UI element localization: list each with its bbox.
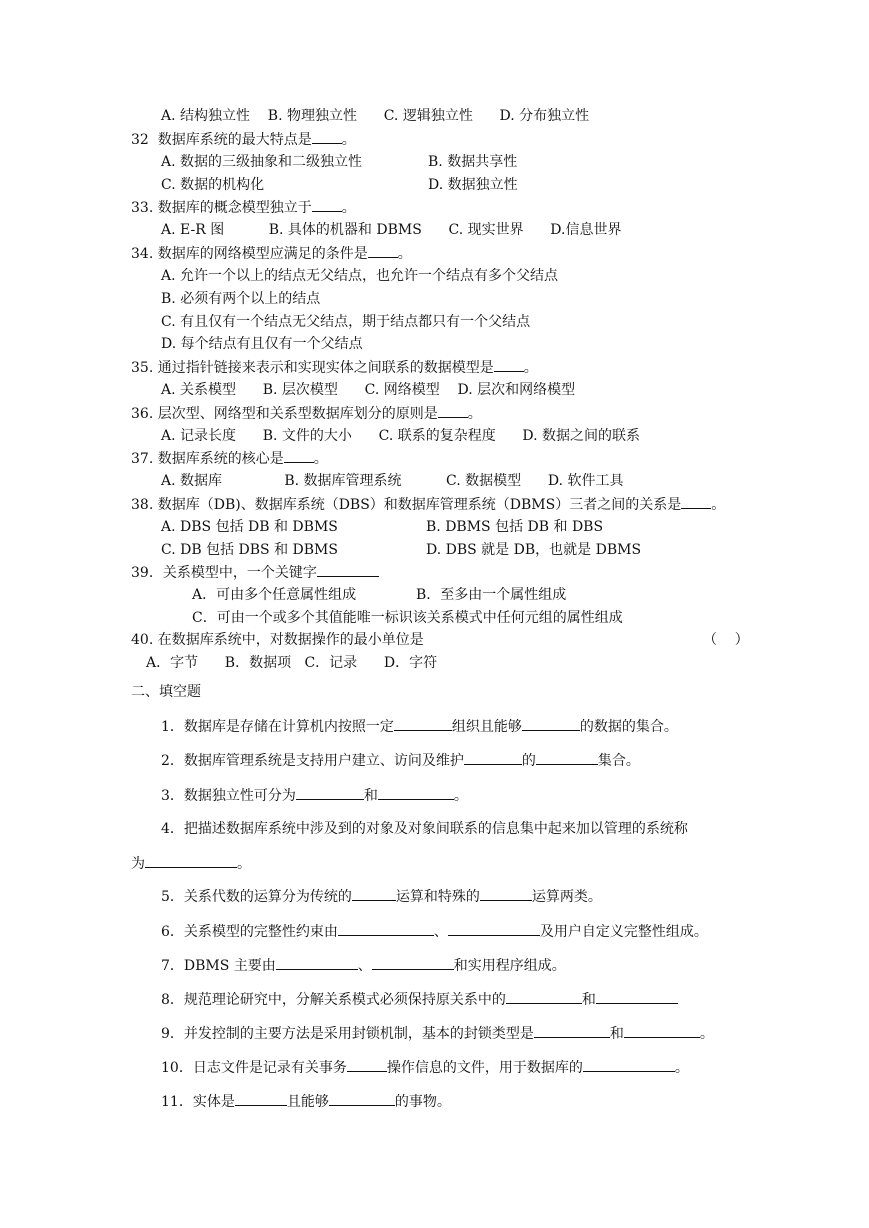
- fill-q8-text-2: 和: [581, 992, 596, 1008]
- fill-q9-text-1: 9．并发控制的主要方法是采用封锁机制，基本的封锁类型是: [161, 1026, 534, 1042]
- fill-q2-text-2: 的: [521, 753, 536, 769]
- q36-options: A. 记录长度 B. 文件的大小 C. 联系的复杂程度 D. 数据之间的联系: [161, 428, 641, 444]
- q33-end: 。: [341, 200, 356, 216]
- q37-question: [131, 449, 328, 468]
- fill-q10-blank-2[interactable]: [583, 1058, 675, 1072]
- fill-q1-blank-2[interactable]: [522, 717, 580, 731]
- q39-blank[interactable]: [317, 563, 379, 577]
- q39-stem: 39．关系模型中，一个关键字: [131, 565, 317, 581]
- fill-q5-text-1: 5．关系代数的运算分为传统的: [161, 889, 352, 905]
- q39-option-c: C．可由一个或多个其值能唯一标识该关系模式中任何元组的属性组成: [192, 610, 623, 626]
- q37-options: A. 数据库 B. 数据库管理系统 C. 数据模型 D. 软件工具: [161, 473, 624, 489]
- fill-q5: [161, 887, 602, 906]
- fill-q7-blank-2[interactable]: [372, 956, 454, 970]
- q38-end: 。: [711, 497, 726, 513]
- fill-q2-blank-2[interactable]: [536, 751, 598, 765]
- q40-options: A．字节 B．数据项 C．记录 D．字符: [146, 655, 438, 671]
- q33-stem: 33. 数据库的概念模型独立于: [131, 200, 312, 216]
- q33-blank[interactable]: [312, 198, 342, 212]
- fill-q4-line1: 4．把描述数据库系统中涉及到的对象及对象间联系的信息集中起来加以管理的系统称: [161, 821, 688, 837]
- fill-q6-text-3: 及用户自定义完整性组成。: [539, 924, 708, 940]
- fill-q1-text-1: 1．数据库是存储在计算机内按照一定: [161, 719, 394, 735]
- fill-q7: [161, 956, 566, 975]
- fill-q10-text-1: 10．日志文件是记录有关事务: [161, 1060, 347, 1076]
- fill-q3: [161, 786, 468, 805]
- q32-option-c: C. 数据的机构化: [161, 177, 265, 193]
- fill-q6-blank-1[interactable]: [338, 922, 434, 936]
- q37-end: 。: [313, 451, 328, 467]
- fill-q5-blank-1[interactable]: [352, 887, 396, 901]
- fill-q11-text-3: 的事物。: [394, 1094, 451, 1110]
- fill-q1-text-2: 组织且能够: [451, 719, 522, 735]
- q32-option-b: B. 数据共享性: [428, 154, 518, 170]
- q35-question: [131, 358, 538, 377]
- fill-q9-text-2: 和: [609, 1026, 624, 1042]
- q32-blank[interactable]: [312, 130, 342, 144]
- fill-q2-blank-1[interactable]: [464, 751, 522, 765]
- fill-q8-blank-1[interactable]: [506, 990, 582, 1004]
- fill-q2: [161, 751, 640, 770]
- fill-q7-text-2: 、: [357, 958, 372, 974]
- q34-question: [131, 244, 412, 263]
- fill-q4-text-2: 。: [237, 856, 251, 872]
- q32-end: 。: [341, 132, 356, 148]
- fill-q5-blank-2[interactable]: [480, 887, 532, 901]
- q35-blank[interactable]: [494, 358, 524, 372]
- fill-q10-text-2: 操作信息的文件，用于数据库的: [386, 1060, 583, 1076]
- fill-q4-text-1: 为: [131, 856, 145, 872]
- fill-q4-blank[interactable]: [145, 854, 237, 868]
- fill-q10: [161, 1058, 689, 1077]
- fill-q6-blank-2[interactable]: [448, 922, 540, 936]
- q31-options: A. 结构独立性 B. 物理独立性 C. 逻辑独立性 D. 分布独立性: [161, 108, 590, 124]
- fill-q6: [161, 922, 708, 941]
- fill-q2-text-1: 2．数据库管理系统是支持用户建立、访问及维护: [161, 753, 464, 769]
- fill-q4-line2: [131, 854, 251, 873]
- fill-q7-text-1: 7．DBMS 主要由: [161, 958, 276, 974]
- fill-q7-blank-1[interactable]: [276, 956, 358, 970]
- q32-question: [131, 130, 356, 149]
- fill-q3-blank-1[interactable]: [296, 786, 364, 800]
- fill-q9: [161, 1024, 714, 1043]
- fill-q6-text-2: 、: [433, 924, 448, 940]
- q35-options: A. 关系模型 B. 层次模型 C. 网络模型 D. 层次和网络模型: [161, 382, 576, 398]
- q38-question: [131, 495, 725, 514]
- fill-q3-text-2: 和: [363, 788, 378, 804]
- q37-blank[interactable]: [284, 449, 314, 463]
- fill-q3-text-3: 。: [453, 788, 468, 804]
- fill-q11-text-1: 11．实体是: [161, 1094, 235, 1110]
- fill-q9-blank-1[interactable]: [534, 1024, 610, 1038]
- q36-blank[interactable]: [438, 404, 468, 418]
- q34-option-b: B. 必须有两个以上的结点: [161, 291, 321, 307]
- q35-stem: 35. 通过指针链接来表示和实现实体之间联系的数据模型是: [131, 360, 494, 376]
- q40-stem: 40. 在数据库系统中，对数据操作的最小单位是: [131, 632, 424, 648]
- fill-q5-text-3: 运算两类。: [531, 889, 602, 905]
- fill-q10-text-3: 。: [674, 1060, 689, 1076]
- fill-q8-blank-2[interactable]: [596, 990, 678, 1004]
- fill-q7-text-3: 和实用程序组成。: [453, 958, 566, 974]
- q33-question: [131, 198, 356, 217]
- fill-q1-text-3: 的数据的集合。: [579, 719, 678, 735]
- q34-end: 。: [397, 246, 412, 262]
- q32-option-d: D. 数据独立性: [428, 177, 518, 193]
- q38-option-d: D. DBS 就是 DB，也就是 DBMS: [426, 542, 642, 558]
- fill-q8: [161, 990, 678, 1009]
- q36-question: [131, 404, 482, 423]
- fill-q10-blank-1[interactable]: [347, 1058, 387, 1072]
- q34-blank[interactable]: [368, 244, 398, 258]
- q37-stem: 37. 数据库系统的核心是: [131, 451, 284, 467]
- q33-options: A. E-R 图 B. 具体的机器和 DBMS C. 现实世界 D.信息世界: [161, 222, 622, 238]
- fill-q5-text-2: 运算和特殊的: [395, 889, 480, 905]
- fill-q3-blank-2[interactable]: [378, 786, 454, 800]
- q38-stem: 38. 数据库（DB)、数据库系统（DBS）和数据库管理系统（DBMS）三者之间的关系是: [131, 497, 682, 513]
- q39-option-b: B．至多由一个属性组成: [416, 587, 567, 603]
- q35-end: 。: [523, 360, 538, 376]
- q38-blank[interactable]: [681, 495, 711, 509]
- q39-option-a: A．可由多个任意属性组成: [192, 587, 357, 603]
- q34-option-a: A. 允许一个以上的结点无父结点，也允许一个结点有多个父结点: [161, 268, 559, 284]
- q39-question: [131, 563, 379, 582]
- fill-q3-text-1: 3．数据独立性可分为: [161, 788, 296, 804]
- fill-q2-text-3: 集合。: [597, 753, 640, 769]
- q38-option-c: C. DB 包括 DBS 和 DBMS: [161, 542, 338, 558]
- q40-answer-paren: （ ）: [703, 632, 749, 648]
- fill-q1-blank-1[interactable]: [394, 717, 452, 731]
- fill-q11: [161, 1092, 451, 1111]
- q32-option-a: A. 数据的三级抽象和二级独立性: [161, 154, 363, 170]
- q34-option-d: D. 每个结点有且仅有一个父结点: [161, 336, 363, 352]
- section-title: 二、填空题: [131, 684, 201, 700]
- fill-q9-text-3: 。: [699, 1026, 714, 1042]
- fill-q1: [161, 717, 678, 736]
- q32-stem: 32 数据库系统的最大特点是: [131, 132, 312, 148]
- q34-stem: 34. 数据库的网络模型应满足的条件是: [131, 246, 368, 262]
- q38-option-b: B. DBMS 包括 DB 和 DBS: [426, 519, 604, 535]
- fill-q11-blank-1[interactable]: [235, 1092, 287, 1106]
- fill-q11-blank-2[interactable]: [329, 1092, 395, 1106]
- fill-q6-text-1: 6．关系模型的完整性约束由: [161, 924, 338, 940]
- q34-option-c: C. 有且仅有一个结点无父结点，期于结点都只有一个父结点: [161, 314, 531, 330]
- fill-q9-blank-2[interactable]: [624, 1024, 700, 1038]
- fill-q11-text-2: 且能够: [286, 1094, 329, 1110]
- fill-q8-text-1: 8．规范理论研究中，分解关系模式必须保持原关系中的: [161, 992, 506, 1008]
- q38-option-a: A. DBS 包括 DB 和 DBMS: [161, 519, 338, 535]
- q36-end: 。: [467, 406, 482, 422]
- q36-stem: 36. 层次型、网络型和关系型数据库划分的原则是: [131, 406, 438, 422]
